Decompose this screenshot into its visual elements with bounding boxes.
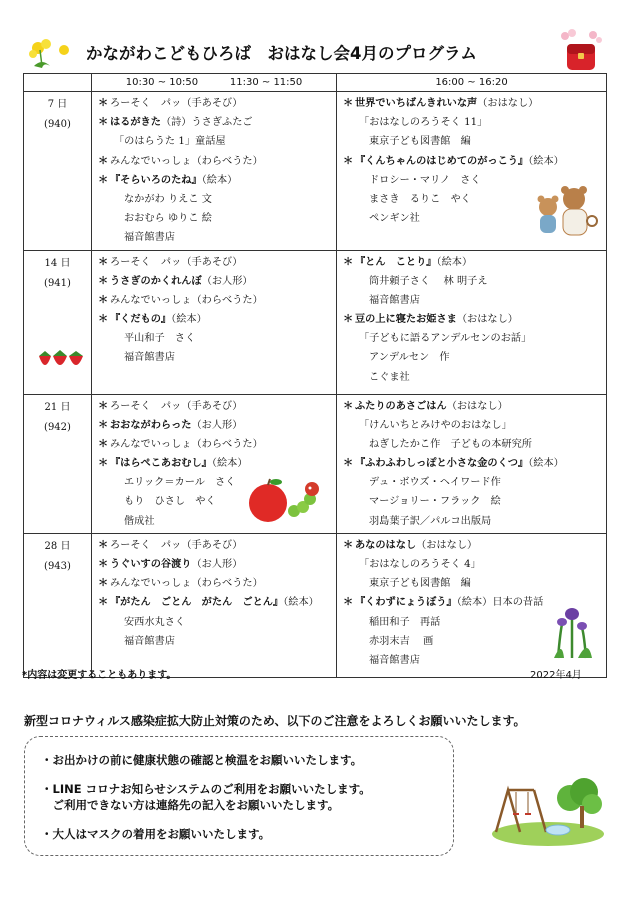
program-title: 「子どもに語るアンデルセンのお話」 (359, 333, 532, 345)
date-cell (24, 92, 92, 251)
morning-program-cell (92, 250, 337, 394)
program-line (98, 310, 336, 329)
program-line (343, 473, 606, 492)
notice-item: ・お出かけの前に健康状態の確認と検温をお願いいたします。 (41, 753, 363, 767)
strawberries-icon (36, 346, 86, 374)
program-title: 「のはらうた 1」童話屋 (114, 136, 226, 148)
bullet-mark: ＊ (98, 399, 109, 412)
bullet-mark: ＊ (98, 418, 109, 431)
program-title: はるがきた (110, 116, 161, 129)
program-line (343, 368, 606, 387)
program-title: エリック＝カール さく (124, 477, 236, 489)
program-line (98, 416, 336, 435)
date-label: 21 日 (44, 401, 71, 413)
session1-time: 10:30 ~ 10:50 (125, 77, 199, 88)
program-line (98, 132, 336, 151)
bullet-mark: ＊ (343, 154, 354, 167)
program-note: （手あそび） (181, 400, 243, 412)
date-label: 14 日 (44, 257, 71, 269)
program-title: みんなでいっしょ (110, 294, 192, 306)
bullet-mark: ＊ (343, 255, 354, 268)
program-title: 福音館書店 (369, 294, 420, 306)
program-title: 羽島葉子訳／パルコ出版局 (369, 515, 492, 527)
bullet-mark: ＊ (343, 399, 354, 412)
program-title: ペンギン社 (369, 213, 420, 225)
bullet-mark: ＊ (98, 437, 109, 450)
program-title: マージョリー・フラック 絵 (369, 496, 501, 508)
bullet-mark: ＊ (98, 558, 109, 570)
program-title: 東京子ども図書館 編 (369, 578, 471, 590)
program-title: 『くんちゃんのはじめてのがっこう』 (355, 154, 529, 167)
program-title: ドロシー・マリノ さく (369, 174, 481, 186)
date-cell (24, 533, 92, 677)
header-date (24, 74, 92, 92)
bears-icon (530, 183, 600, 243)
program-note: （絵本） (171, 314, 207, 326)
morning-program-cell (92, 92, 337, 251)
program-line (343, 492, 606, 511)
notice-box (24, 736, 454, 856)
bullet-mark: ＊ (98, 538, 109, 551)
bullet-mark: ＊ (98, 255, 109, 268)
program-note: （詩）うさぎふたご (160, 117, 253, 129)
program-line (343, 291, 606, 310)
table-row (24, 92, 607, 251)
program-title: なかがわ りえこ 文 (124, 193, 212, 205)
program-title: 東京子ども図書館 編 (369, 136, 471, 148)
program-line (98, 348, 336, 367)
program-title: 『はらぺこあおむし』 (110, 457, 212, 470)
program-title: みんなでいっしょ (110, 578, 192, 590)
program-title: 赤羽末吉 画 (369, 635, 434, 647)
program-line (98, 329, 336, 348)
program-line (343, 94, 606, 113)
program-title: みんなでいっしょ (110, 155, 192, 167)
program-note: （わらべうた） (191, 438, 263, 450)
header-session-morning (92, 74, 337, 92)
program-title: 『ふわふわしっぽと小さな金のくつ』 (355, 457, 529, 470)
program-line (343, 329, 606, 348)
program-note: （手あそび） (181, 539, 243, 551)
bullet-mark: ＊ (98, 274, 109, 287)
page-title: かながわこどもひろば おはなし会4月のプログラム (86, 44, 477, 63)
program-line (98, 171, 336, 190)
table-header-row (24, 74, 607, 92)
program-note: （おはなし） (477, 98, 539, 109)
program-title: アンデルセン 作 (369, 352, 450, 364)
program-note: （おはなし） (446, 400, 508, 412)
afternoon-program-cell (337, 250, 607, 394)
program-title: おおむら ゆりこ 絵 (124, 213, 212, 225)
program-line (343, 416, 606, 435)
program-title: ふたりのあさごはん (355, 399, 447, 412)
program-note: （わらべうた） (191, 155, 263, 167)
program-line (98, 209, 336, 228)
bullet-mark: ＊ (343, 313, 354, 326)
session-number: (942) (44, 421, 71, 433)
program-line (343, 574, 606, 593)
table-row (24, 250, 607, 394)
program-title: 「けんいちとみけやのおはなし」 (359, 419, 512, 431)
session-number: (940) (44, 119, 71, 130)
notice-item: ご利用できない方は連絡先の記入をお願いいたします。 (41, 798, 340, 812)
bullet-mark: ＊ (98, 116, 109, 129)
program-line (343, 435, 606, 454)
notice-heading: 新型コロナウィルス感染症拡大防止対策のため、以下のご注意をよろしくお願いいたします。 (24, 714, 526, 728)
program-line (343, 272, 606, 291)
date-cell (24, 394, 92, 533)
notice-item: ・大人はマスクの着用をお願いいたします。 (41, 827, 271, 841)
bullet-mark: ＊ (98, 596, 109, 609)
program-title: 『くだもの』 (110, 313, 172, 326)
program-line (98, 613, 336, 632)
program-note: （お人形） (191, 559, 243, 570)
program-line (98, 228, 336, 247)
program-title: うぐいすの谷渡り (110, 558, 192, 570)
program-title: デュ・ボウズ・ヘイワード作 (369, 477, 501, 489)
program-table (23, 73, 607, 678)
program-line (98, 291, 336, 310)
program-title: ろーそく パッ (110, 400, 182, 412)
program-line (98, 536, 336, 555)
bullet-mark: ＊ (343, 538, 354, 551)
program-title: 筒井頼子さく 林 明子え (369, 275, 488, 287)
program-note: （絵本） (211, 458, 248, 470)
apple-caterpillar-icon (246, 477, 322, 525)
program-title: 偕成社 (124, 515, 155, 527)
program-line (343, 512, 606, 531)
program-title: まさき るりこ やく (369, 193, 471, 205)
park-icon (488, 776, 606, 848)
program-line (98, 253, 336, 272)
program-note: （絵本） (283, 597, 319, 609)
date-label: 7 日 (47, 99, 68, 110)
program-line (343, 113, 606, 132)
program-title: ろーそく パッ (110, 539, 182, 551)
program-title: 世界でいちばんきれいな声 (355, 97, 478, 109)
program-title: 福音館書店 (369, 654, 420, 666)
program-title: 福音館書店 (124, 352, 175, 364)
program-note: （お人形） (201, 275, 253, 287)
program-title: ねぎしたかこ作 子どもの本研究所 (369, 438, 532, 450)
program-line (343, 536, 606, 555)
program-title: 平山和子 さく (124, 333, 196, 345)
iris-icon (548, 604, 598, 660)
program-line (343, 454, 606, 473)
program-line (98, 435, 336, 454)
date-label: 28 日 (44, 540, 71, 552)
program-line (98, 152, 336, 171)
table-row (24, 533, 607, 677)
program-line (343, 253, 606, 272)
program-note: （おはなし） (456, 314, 518, 326)
program-title: こぐま社 (369, 371, 410, 383)
program-note: （手あそび） (181, 98, 243, 109)
program-note: （絵本） (201, 174, 238, 186)
program-title: おおながわらった (110, 418, 192, 431)
program-note: （絵本） (528, 458, 564, 470)
program-line (98, 555, 336, 574)
bullet-mark: ＊ (98, 173, 109, 186)
program-note: （おはなし） (416, 539, 478, 551)
program-line (98, 574, 336, 593)
program-line (98, 113, 336, 132)
program-title: 福音館書店 (124, 232, 175, 244)
bullet-mark: ＊ (98, 293, 109, 306)
program-title: 『とん ことり』 (355, 255, 437, 268)
session-number: (941) (44, 277, 71, 289)
program-title: 『がたん ごとん がたん ごとん』 (110, 596, 284, 609)
program-line (98, 632, 336, 651)
program-title: 稲田和子 再話 (369, 616, 441, 628)
program-note: （わらべうた） (191, 294, 263, 306)
program-title: みんなでいっしょ (110, 438, 192, 450)
bullet-mark: ＊ (98, 97, 109, 109)
program-title: うさぎのかくれんぼ (110, 274, 202, 287)
program-line (98, 397, 336, 416)
program-title: 「おはなしのろうそく 11」 (359, 117, 488, 129)
program-note: （絵本） (436, 256, 473, 268)
program-line (98, 94, 336, 113)
program-title: もり ひさし やく (124, 496, 216, 508)
program-line (343, 397, 606, 416)
bullet-mark: ＊ (343, 97, 354, 109)
program-line (98, 272, 336, 291)
program-note: （お人形） (191, 419, 243, 431)
program-note: （手あそび） (181, 256, 243, 268)
program-note: （わらべうた） (191, 578, 263, 590)
program-line (343, 348, 606, 367)
session2-time: 11:30 ~ 11:50 (229, 77, 303, 88)
program-line (343, 132, 606, 151)
bullet-mark: ＊ (98, 313, 109, 326)
program-note: （絵本） (528, 155, 564, 167)
flower-icon (24, 36, 80, 70)
program-line (343, 310, 606, 329)
program-title: 安西水丸さく (124, 616, 186, 628)
afternoon-program-cell (337, 394, 607, 533)
program-line (98, 593, 336, 612)
session-number: (943) (44, 560, 71, 572)
bullet-mark: ＊ (98, 154, 109, 167)
program-title: 『そらいろのたね』 (110, 173, 202, 186)
program-line (98, 454, 336, 473)
program-title: 「おはなしのろうそく 4」 (359, 559, 481, 570)
program-line (98, 190, 336, 209)
header-session-afternoon: 16:00 ~ 16:20 (337, 74, 607, 92)
footer-note: *内容は変更することもあります。 (22, 670, 177, 681)
notice-item: ・LINE コロナお知らせシステムのご利用をお願いいたします。 (41, 782, 371, 796)
morning-program-cell (92, 533, 337, 677)
bullet-mark: ＊ (98, 577, 109, 590)
program-line (343, 555, 606, 574)
bullet-mark: ＊ (343, 596, 354, 609)
school-bag-icon (555, 28, 607, 74)
program-note: （絵本）日本の昔話 (456, 597, 544, 609)
program-title: 福音館書店 (124, 635, 175, 647)
program-title: ろーそく パッ (110, 256, 182, 268)
program-title: ろーそく パッ (110, 98, 182, 109)
program-line (343, 152, 606, 171)
bullet-mark: ＊ (343, 457, 354, 470)
footer-date: 2022年4月 (530, 670, 582, 681)
bullet-mark: ＊ (98, 457, 109, 470)
program-title: 『くわずにょうぼう』 (355, 596, 457, 609)
program-title: 豆の上に寝たお姫さま (355, 313, 457, 326)
program-title: あなのはなし (355, 538, 417, 551)
